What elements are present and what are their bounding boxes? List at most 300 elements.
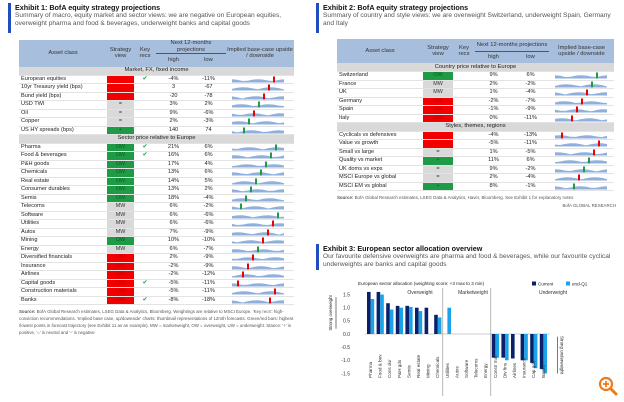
asset-name: US HY spreads (bps) [19,126,107,135]
key-rec-check-icon [134,228,156,237]
section-row [19,67,294,76]
projection-high: 6% [156,245,191,254]
zoom-button[interactable] [598,376,618,396]
bar-end-q1 [419,311,423,334]
key-rec-check-icon [134,186,156,195]
asset-name: Software [19,211,107,220]
exhibit-subtitle: Our favourite defensive overweights are pharma and food & beverages, while our favourite cyclical underweights are banks and capital goods [323,253,611,269]
sparkline [551,106,613,113]
sparkline [228,288,290,295]
projection-high: 6% [156,211,191,220]
implied-sparkline [226,126,294,135]
projection-low: -6% [191,220,226,229]
table-row [19,194,294,203]
projection-low: -9% [512,106,549,115]
key-rec-check-icon [134,288,156,297]
legend-swatch [566,282,570,286]
sparkline-area [555,84,607,87]
y-tick-label: 1.5 [343,292,350,299]
projection-high: 3 [156,84,191,93]
sparkline-marker [253,110,255,116]
sparkline-marker [260,170,262,176]
table-row [19,288,294,297]
projection-low: -2% [191,203,226,212]
sparkline-marker [258,102,260,108]
implied-sparkline [226,75,294,84]
asset-name: Insurance [19,262,107,271]
asset-name: UK [337,89,423,98]
key-rec-check-icon [134,160,156,169]
implied-sparkline [226,254,294,263]
bar-end-q1 [399,308,403,334]
implied-sparkline [226,279,294,288]
implied-sparkline [226,101,294,110]
sparkline [228,229,290,236]
sparkline [228,161,290,168]
sparkline-area [232,274,284,277]
sparkline-marker [268,85,270,91]
implied-sparkline [549,80,614,89]
right-axis-label: Strong underweight [559,336,565,375]
y-tick-label: 1.0 [343,305,350,312]
table-row [19,262,294,271]
projection-low: 6% [191,169,226,178]
col-high: high [475,51,512,63]
asset-name: Oil [19,109,107,118]
asset-name: Semis [19,194,107,203]
sparkline-area [555,160,607,163]
asset-name: Consumer durables [19,186,107,195]
accent-bar [316,3,319,33]
sparkline-area [232,266,284,269]
asset-name: Quality vs market [337,157,423,166]
sparkline-area [232,291,284,294]
table-row [19,126,294,135]
bar-current [540,334,544,369]
projection-low: -18% [191,296,226,305]
sparkline-marker [257,246,259,252]
strategy-view: MW [423,89,453,98]
projection-low: -78 [191,92,226,101]
strategy-view: UW [107,288,134,297]
asset-name: Bund yield (bps) [19,92,107,101]
sparkline-marker [561,132,563,138]
asset-name: USD TWI [19,101,107,110]
projection-high: 6% [156,220,191,229]
key-rec-check-icon [453,80,475,89]
strategy-view: OW [107,143,134,152]
key-rec-check-icon [453,89,475,98]
projection-high: -2% [156,271,191,280]
projection-low: -7% [512,97,549,106]
projection-high: -2% [156,262,191,271]
credit: BofA GLOBAL RESEARCH [562,203,616,208]
strategy-view: MW [107,228,134,237]
projection-low: 5% [191,177,226,186]
table-row [19,84,294,93]
strategy-view: UW [107,254,134,263]
projection-high: 10% [156,237,191,246]
sparkline-marker [250,187,252,193]
projection-high: 2% [156,118,191,127]
key-rec-check-icon [134,101,156,110]
strategy-view: OW [107,169,134,178]
asset-name: Telecoms [19,203,107,212]
table-row [337,174,614,183]
country-style-table [337,39,614,191]
strategy-view: OW [107,237,134,246]
strategy-view: = [107,101,134,110]
key-rec-check-icon [134,126,156,135]
sparkline [228,220,290,227]
sparkline [551,149,613,156]
x-tick-label: Cons dur [387,359,393,378]
implied-sparkline [226,118,294,127]
key-rec-check-icon [134,254,156,263]
strategy-view [107,75,134,84]
key-rec-check-icon: ✔ [134,143,156,152]
bar-current [396,306,400,334]
table-row [19,228,294,237]
table-row [19,203,294,212]
key-rec-check-icon [134,169,156,178]
x-tick-label: Airlines [512,362,517,378]
table-row [19,245,294,254]
strategy-view: OW [107,177,134,186]
x-tick-label: P&H gds [396,359,402,378]
projection-high: -4% [475,131,512,140]
strategy-view: OW [107,152,134,161]
section-row [337,63,614,72]
table-row [337,182,614,191]
key-rec-check-icon [453,140,475,149]
projection-low: -2% [512,165,549,174]
section-row [337,123,614,132]
strategy-view: UW [107,262,134,271]
asset-name: Airlines [19,271,107,280]
x-tick-label: Software [464,359,469,378]
sparkline-marker [252,255,254,261]
sparkline-area [555,118,607,121]
key-rec-check-icon [453,182,475,191]
sparkline-area [232,164,284,167]
col-strategy-view: Strategy view [107,40,134,67]
projection-high: -20 [156,92,191,101]
key-rec-check-icon [134,92,156,101]
key-rec-check-icon [134,211,156,220]
projection-low: -11% [191,279,226,288]
implied-sparkline [549,131,614,140]
projection-high: 0% [475,114,512,123]
implied-sparkline [226,169,294,178]
implied-sparkline [226,220,294,229]
col-strategy-view: Strategy view [423,39,453,63]
key-rec-check-icon [453,148,475,157]
sparkline-marker [240,204,242,210]
col-asset-class: Asset class [337,39,423,63]
col-implied: Implied base-case upside / downside [549,39,614,63]
table-row [19,101,294,110]
x-tick-label: Food & bev [377,354,383,378]
exhibit-title: Exhibit 3: European sector allocation overview [323,244,483,253]
asset-name: Chemicals [19,169,107,178]
projection-high: 18% [156,194,191,203]
source-note [337,194,617,201]
group-label: Overweight [407,290,433,296]
key-rec-check-icon: ✔ [134,279,156,288]
sparkline-marker [593,149,595,155]
implied-sparkline [226,109,294,118]
sparkline-area [232,121,284,124]
sparkline-area [232,87,284,90]
projection-high: -8% [156,296,191,305]
sparkline-marker [270,153,272,159]
projection-low: 2% [191,101,226,110]
sparkline-marker [243,127,245,133]
sparkline-area [232,198,284,201]
sparkline-area [232,79,284,82]
x-tick-label: Cap gds [531,360,537,378]
asset-name: Switzerland [337,72,423,81]
y-tick-label: 0.0 [343,331,350,338]
y-tick-label: 0.5 [343,318,350,325]
section-row [19,135,294,144]
sparkline-marker [237,280,239,286]
y-tick-label: -0.5 [341,344,350,351]
asset-name: Mining [19,237,107,246]
key-rec-check-icon: ✔ [134,75,156,84]
col-high: high [156,54,191,67]
sparkline-marker [586,90,588,96]
sparkline [551,140,613,147]
bar-end-q1 [447,308,451,334]
implied-sparkline [549,148,614,157]
sparkline-area [232,172,284,175]
asset-name: Pharma [19,143,107,152]
table-row [19,186,294,195]
x-tick-label: Banks [540,365,546,378]
projection-high: -1% [475,106,512,115]
sparkline [551,132,613,139]
key-rec-check-icon [453,157,475,166]
bar-current [377,292,381,334]
implied-sparkline [226,211,294,220]
strategy-view [107,84,134,93]
projection-high: -5% [475,140,512,149]
projection-high: 1% [475,148,512,157]
bar-end-q1 [524,334,528,360]
implied-sparkline [226,186,294,195]
exhibit-title: Exhibit 1: BofA equity strategy projections [15,3,161,12]
exhibit-1 [0,0,310,402]
exhibit-3 [310,240,624,274]
key-rec-check-icon [453,97,475,106]
projection-high: 21% [156,143,191,152]
sparkline [228,237,290,244]
projection-low: -5% [512,148,549,157]
sparkline-area [232,215,284,218]
bar-current [415,308,419,334]
section-label: Market, FX, fixed income [19,67,294,76]
sparkline-marker [269,297,271,303]
section-label: Sector price relative to Europe [19,135,294,144]
strategy-view: + [423,182,453,191]
projection-low: -9% [191,228,226,237]
accent-bar [316,244,319,270]
table-row [19,220,294,229]
bar-end-q1 [505,334,509,360]
implied-sparkline [226,271,294,280]
projection-low: -9% [191,262,226,271]
x-tick-label: Semis [406,365,412,378]
strategy-view: OW [423,72,453,81]
sparkline-area [232,113,284,116]
projection-high: -4% [156,75,191,84]
asset-name: Autos [19,228,107,237]
bar-current [530,334,534,363]
key-rec-check-icon [134,177,156,186]
legend-swatch [532,282,536,286]
sparkline-area [232,181,284,184]
strategy-view: = [423,165,453,174]
asset-name: UK doms vs exps [337,165,423,174]
bar-current [367,292,371,334]
sparkline-marker [573,183,575,189]
key-rec-check-icon [134,271,156,280]
bar-current [425,308,429,334]
x-tick-label: Energy [483,363,489,378]
projections-table [19,40,294,305]
sparkline-marker [272,221,274,227]
sparkline [228,127,290,134]
table-row [19,271,294,280]
sparkline [228,186,290,193]
y-tick-label: -1.5 [341,371,350,378]
projection-low: -11% [191,288,226,297]
projection-high: 2% [475,174,512,183]
table-row [337,157,614,166]
key-rec-check-icon [134,262,156,271]
table-row [19,279,294,288]
legend-label: Current [538,281,554,287]
asset-name: 10yr Treasury yield (bps) [19,84,107,93]
sparkline-area [555,75,607,78]
key-rec-check-icon [453,114,475,123]
strategy-view: MW [107,203,134,212]
implied-sparkline [226,262,294,271]
table-row [19,169,294,178]
table-row [337,140,614,149]
x-tick-label: Div fins [502,362,508,378]
source-text: BofA Global Research estimates, LSEG Data & Analytics, Haver, Bloomberg. See Exhibit 1 for explanatory notes [354,195,574,200]
projection-low: -4% [191,194,226,203]
strategy-view: UW [423,106,453,115]
strategy-view [107,92,134,101]
table-row [19,160,294,169]
projection-high: 9% [475,72,512,81]
implied-sparkline [226,143,294,152]
sparkline-area [232,257,284,260]
asset-name: Energy [19,245,107,254]
asset-name: Cyclicals vs defensives [337,131,423,140]
sparkline [228,118,290,125]
sparkline-area [232,207,284,210]
sparkline [228,280,290,287]
exhibit-subtitle: Summary of macro, equity market and sector views: we are negative on European equities, overweight pharma and food & beverages, underweight banks and capital goods [15,12,282,28]
implied-sparkline [549,97,614,106]
projection-low: 74 [191,126,226,135]
chart-title: European sector allocation (weighting score: +3 max to 3 min) [358,281,485,286]
projection-low: -4% [512,174,549,183]
left-axis-label: Strong overweight [328,295,333,331]
strategy-view: + [107,126,134,135]
col-key-recs: Key recs [134,40,156,67]
projection-low: -7% [191,245,226,254]
strategy-view: = [107,118,134,127]
projection-low: -4% [512,89,549,98]
table-row [337,72,614,81]
implied-sparkline [226,245,294,254]
asset-name: Spain [337,106,423,115]
sparkline-marker [265,161,267,167]
projection-low: -11% [512,114,549,123]
implied-sparkline [226,237,294,246]
projection-high: 2% [475,80,512,89]
sparkline [551,157,613,164]
implied-sparkline [226,177,294,186]
projection-low: -11% [191,75,226,84]
sparkline-area [232,155,284,158]
bar-current [511,334,515,358]
x-tick-label: Pharma [368,361,373,378]
projection-low: 6% [191,143,226,152]
strategy-view: MW [107,211,134,220]
sparkline [228,178,290,185]
strategy-view: = [423,148,453,157]
implied-sparkline [226,92,294,101]
implied-sparkline [226,160,294,169]
sparkline-area [232,232,284,235]
table-row [337,89,614,98]
bar-current [405,306,409,334]
table-row [337,131,614,140]
sparkline-area [555,109,607,112]
sparkline [551,81,613,88]
sparkline-marker [275,144,277,150]
asset-name: Value vs growth [337,140,423,149]
asset-name: Real estate [19,177,107,186]
strategy-view: OW [107,160,134,169]
table-row [19,177,294,186]
table-row [19,118,294,127]
legend-label: end-Q1 [572,281,588,287]
implied-sparkline [549,89,614,98]
x-tick-label: Mining [425,364,431,378]
sparkline [228,110,290,117]
sparkline [551,72,613,79]
sparkline-marker [598,141,600,147]
key-rec-check-icon: ✔ [134,296,156,305]
sparkline-marker [578,175,580,181]
projection-low: -11% [512,140,549,149]
asset-name: Construction materials [19,288,107,297]
sparkline-area [232,189,284,192]
implied-sparkline [226,152,294,161]
bar-current [501,334,505,358]
group-label: Marketweight [458,290,488,296]
implied-sparkline [226,203,294,212]
projection-high: -5% [156,288,191,297]
